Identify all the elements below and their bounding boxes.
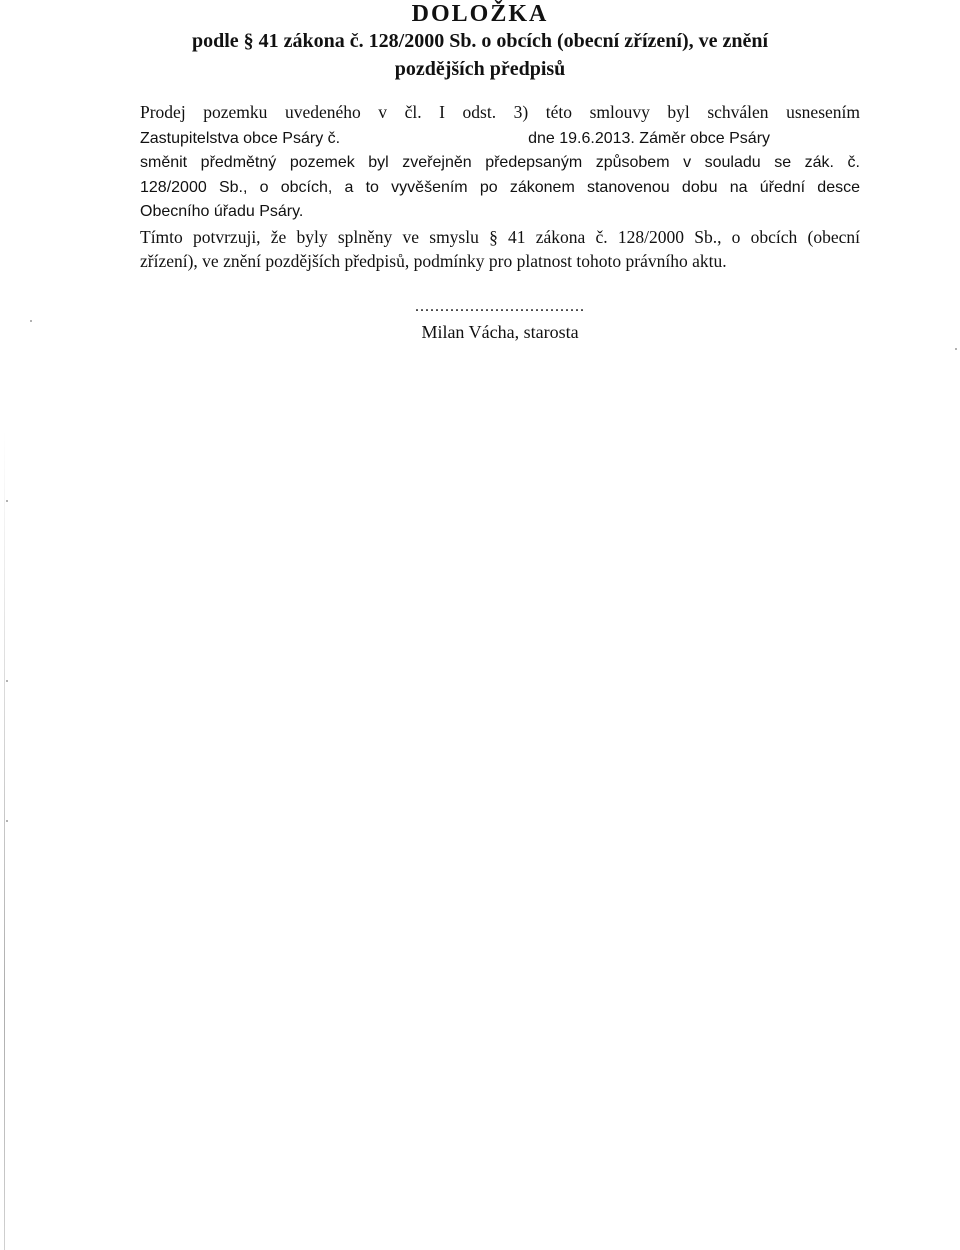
paragraph1-line3: směnit předmětný pozemek byl zveřejněn předepsaným způsobem v souladu se zák. č. bbox=[140, 154, 860, 171]
subtitle-line-1: podle § 41 zákona č. 128/2000 Sb. o obcích (obecní zřízení), ve znění bbox=[191, 30, 769, 52]
paragraph1-line2 bbox=[140, 125, 860, 152]
paragraph1-line2-part1: Zastupitelstva obce Psáry č. bbox=[140, 129, 341, 147]
paragraph-confirmation bbox=[140, 225, 860, 274]
signature-block bbox=[385, 298, 615, 344]
paragraph2-line1: Tímto potvrzuji, že byly splněny ve smyslu § 41 zákona č. 128/2000 Sb., o obcích (obecní bbox=[140, 226, 860, 247]
paragraph1-line2-part2: dne 19.6.2013. Záměr obce Psáry bbox=[528, 129, 771, 147]
scan-edge-artifact bbox=[4, 430, 5, 1250]
paragraph1-line1: Prodej pozemku uvedeného v čl. I odst. 3) této smlouvy byl schválen usnesením bbox=[140, 102, 860, 122]
scan-speck bbox=[955, 348, 957, 350]
paragraph2-line2: zřízení), ve znění pozdějších předpisů, podmínky pro platnost tohoto právního aktu. bbox=[140, 251, 727, 271]
document-body bbox=[140, 100, 860, 274]
document-title: DOLOŽKA bbox=[411, 1, 549, 27]
subtitle-line-2: pozdějších předpisů bbox=[394, 58, 566, 80]
signature-line: .................................. bbox=[415, 298, 585, 315]
scan-speck bbox=[30, 320, 32, 322]
document-subtitle bbox=[0, 27, 960, 83]
paragraph1-line5: Obecního úřadu Psáry. bbox=[140, 203, 304, 220]
paragraph-approval bbox=[140, 100, 860, 225]
scan-speck bbox=[6, 680, 8, 682]
paragraph1-line4: 128/2000 Sb., o obcích, a to vyvěšením po zákonem stanovenou dobu na úřední desce bbox=[140, 178, 860, 196]
scan-speck bbox=[6, 500, 8, 502]
scan-speck bbox=[6, 820, 8, 822]
signatory-name: Milan Vácha, starosta bbox=[421, 322, 579, 342]
